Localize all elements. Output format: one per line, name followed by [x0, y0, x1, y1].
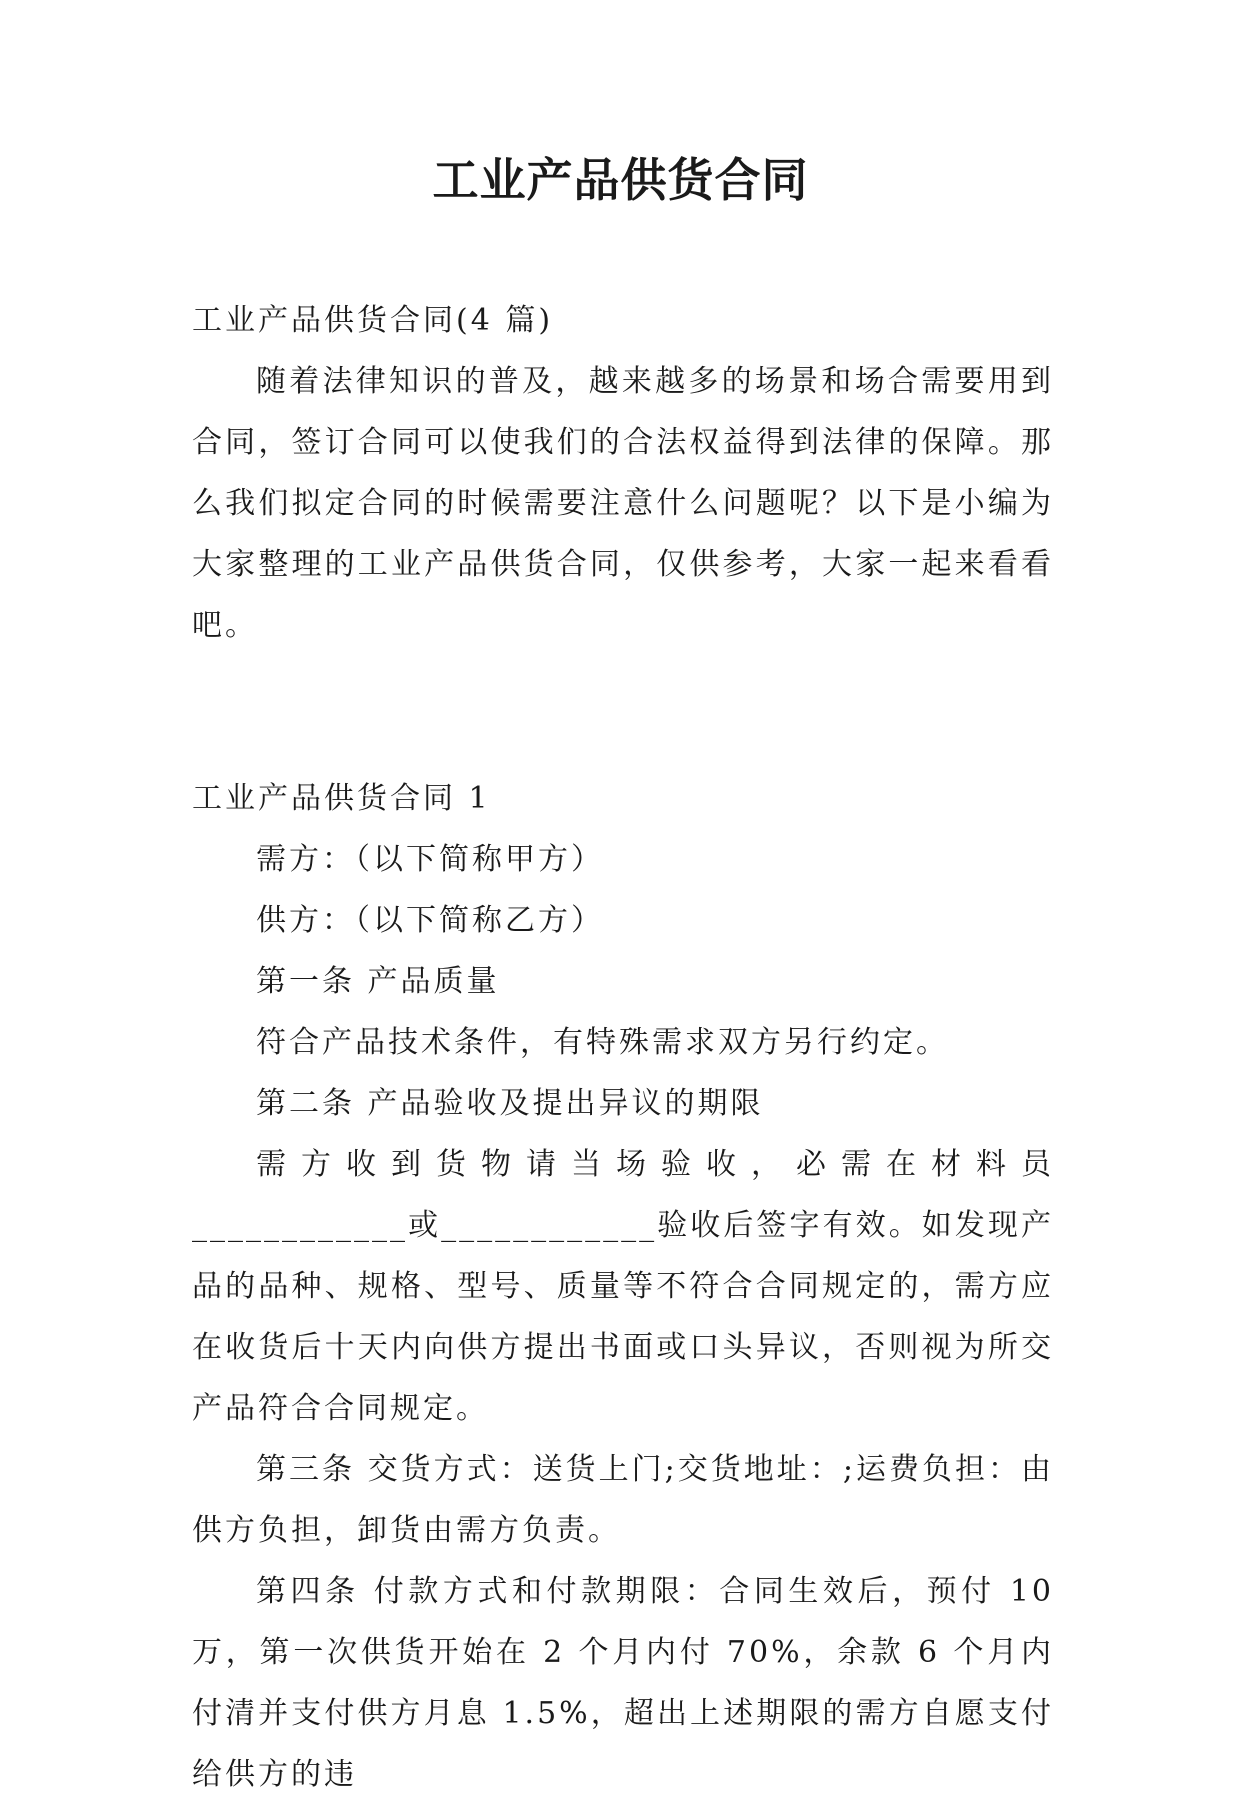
article-2-text: 需方收到货物请当场验收，必需在材料员____________或____________验收后签字有效。如发现产品的品种、规格、型号、质量等不符合合同规定的，需方应在收货后十天内向供方提出书面或口头异议，否则视为所交产品符合合同规定。	[192, 1147, 1054, 1426]
section-heading: 工业产品供货合同 1	[192, 781, 491, 816]
supplier-line: 供方：（以下简称乙方）	[256, 903, 604, 938]
article-4-text: 第四条 付款方式和付款期限：合同生效后，预付 10 万，第一次供货开始在 2 个月内付 70%，余款 6 个月内付清并支付供方月息 1.5%，超出上述期限的需方自愿支付给供方的违	[192, 1574, 1054, 1792]
intro-paragraph: 随着法律知识的普及，越来越多的场景和场合需要用到合同，签订合同可以使我们的合法权益得到法律的保障。那么我们拟定合同的时候需要注意什么问题呢？以下是小编为大家整理的工业产品供货合同，仅供参考，大家一起来看看吧。	[192, 364, 1054, 643]
document-body	[192, 290, 1054, 1805]
article-1-title: 第一条 产品质量	[256, 964, 500, 999]
document-heading: 工业产品供货合同(4 篇)	[192, 303, 554, 338]
buyer-line: 需方：（以下简称甲方）	[256, 842, 604, 877]
section-gap	[192, 656, 1054, 768]
article-3-text: 第三条 交货方式：送货上门;交货地址：;运费负担：由供方负担，卸货由需方负责。	[192, 1452, 1054, 1548]
article-2-title: 第二条 产品验收及提出异议的期限	[256, 1086, 764, 1121]
article-1-text: 符合产品技术条件，有特殊需求双方另行约定。	[256, 1025, 949, 1060]
document-title: 工业产品供货合同	[432, 153, 809, 207]
